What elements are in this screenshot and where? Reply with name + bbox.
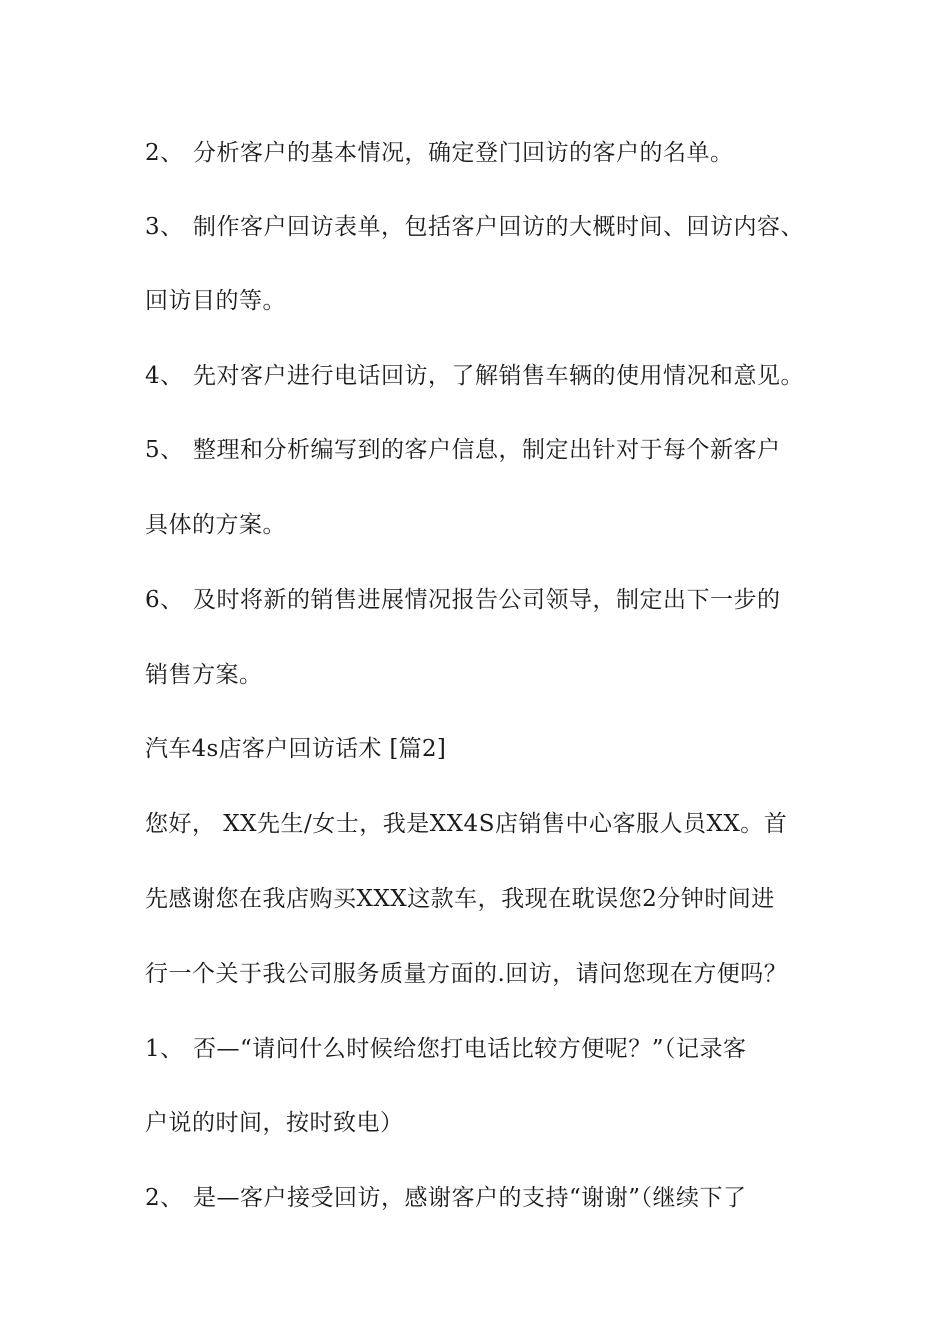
paragraph-line: [145, 1034, 747, 1064]
line-text: 先对客户进行电话回访，了解销售车辆的使用情况和意见。: [193, 363, 804, 389]
section-heading: [145, 734, 446, 764]
line-text: 行一个关于我公司服务质量方面的.回访，请问您现在方便吗？: [145, 961, 788, 987]
paragraph-line: [145, 361, 804, 391]
list-number: 1、: [145, 1036, 184, 1062]
line-text: 具体的方案。: [145, 512, 286, 538]
paragraph-line: [145, 1183, 747, 1213]
line-text: 制作客户回访表单，包括客户回访的大概时间、回访内容、: [193, 214, 804, 240]
list-number: 2、: [145, 140, 184, 166]
paragraph-line: [145, 212, 804, 242]
list-number: 6、: [145, 587, 184, 613]
paragraph-line: [145, 138, 734, 168]
list-number: 3、: [145, 214, 184, 240]
line-text: 回访目的等。: [145, 288, 286, 314]
line-text: 及时将新的销售进展情况报告公司领导，制定出下一步的: [193, 587, 781, 613]
paragraph-line: [145, 660, 263, 690]
line-text: 户说的时间，按时致电）: [145, 1110, 404, 1136]
paragraph-line: [145, 884, 775, 914]
list-number: 4、: [145, 363, 184, 389]
line-text: 整理和分析编写到的客户信息，制定出针对于每个新客户: [193, 437, 781, 463]
heading-text: 汽车4s店客户回访话术 [篇2]: [145, 736, 447, 762]
paragraph-line: [145, 435, 781, 465]
line-text: 否—“请问什么时候给您打电话比较方便呢？”（记录客: [193, 1036, 747, 1062]
list-number: 2、: [145, 1185, 184, 1211]
paragraph-line: [145, 809, 787, 839]
paragraph-line: [145, 585, 781, 615]
paragraph-line: [145, 959, 787, 989]
line-text: 分析客户的基本情况，确定登门回访的客户的名单。: [193, 140, 734, 166]
paragraph-line: [145, 510, 286, 540]
line-text: 您好， XX先生/女士，我是XX4S店销售中心客服人员XX。首: [145, 811, 788, 837]
paragraph-line: [145, 1108, 404, 1138]
line-text: 先感谢您在我店购买XXX这款车，我现在耽误您2分钟时间进: [145, 886, 775, 912]
line-text: 是—客户接受回访，感谢客户的支持“谢谢”（继续下了: [193, 1185, 747, 1211]
paragraph-line: [145, 286, 286, 316]
list-number: 5、: [145, 437, 184, 463]
line-text: 销售方案。: [145, 662, 263, 688]
